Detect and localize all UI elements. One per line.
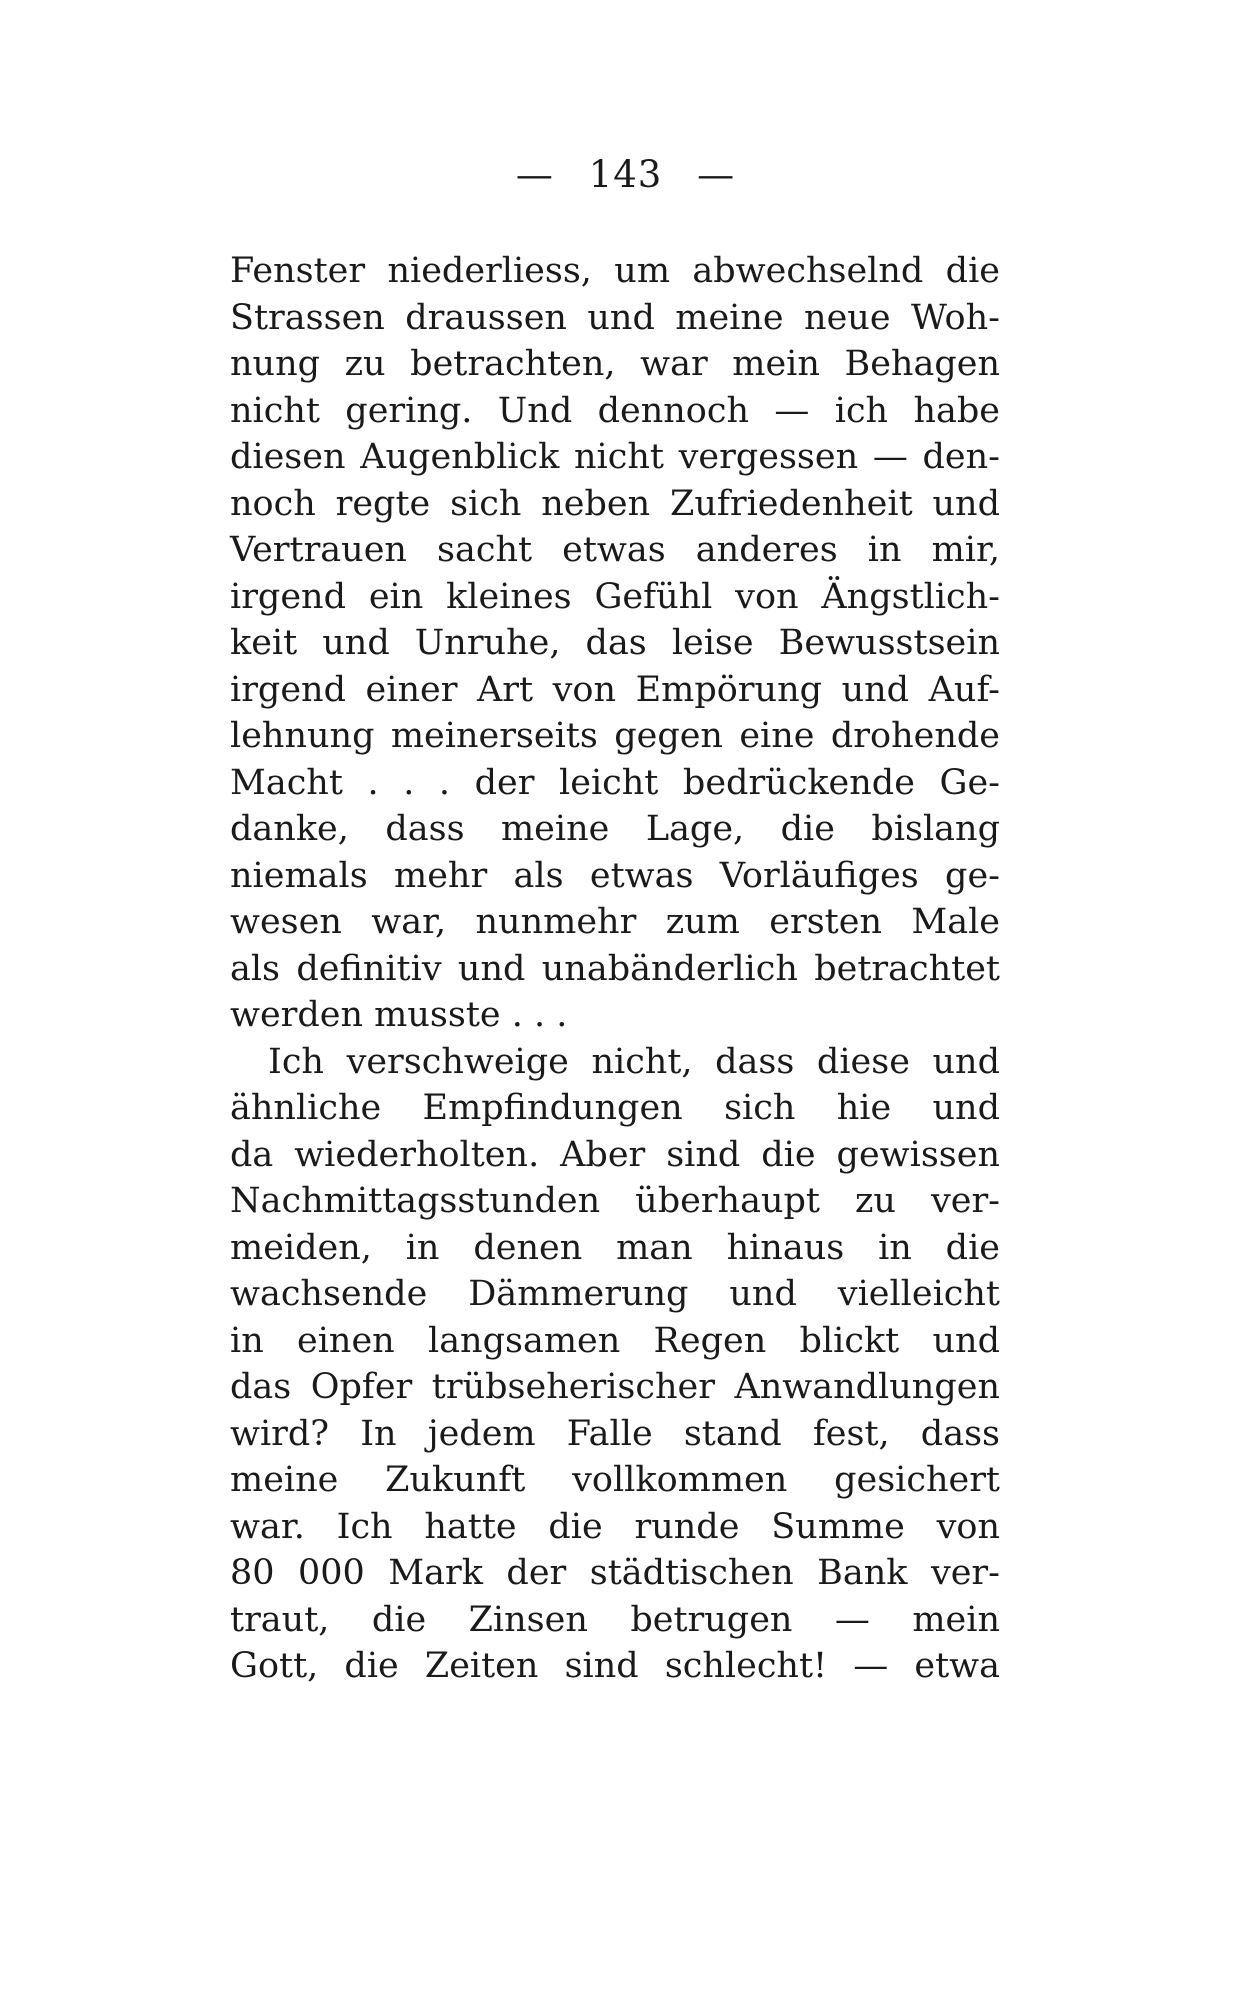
text-line: nicht gering. Und dennoch — ich habe: [230, 390, 1000, 431]
text-line: Strassen draussen und meine neue Woh-: [230, 297, 1000, 338]
text-line: Ich verschweige nicht, dass diese und: [268, 1041, 1000, 1082]
dash-left: —: [515, 153, 554, 196]
page-number: 143: [588, 153, 663, 196]
text-line: werden musste . . .: [230, 995, 568, 1035]
text-line: keit und Unruhe, das leise Bewusstsein: [230, 623, 1000, 663]
page-number-header: [0, 150, 1251, 200]
text-line: lehnung meinerseits gegen eine drohende: [230, 716, 1000, 756]
text-line: wesen war, nunmehr zum ersten Male: [230, 902, 1000, 942]
text-line: wachsende Dämmerung und vielleicht: [230, 1274, 1000, 1314]
text-line: nung zu betrachten, war mein Behagen: [230, 344, 1000, 384]
text-line: meine Zukunft vollkommen gesichert: [230, 1460, 1000, 1500]
text-line: danke, dass meine Lage, die bislang: [230, 809, 1000, 849]
text-line: da wiederholten. Aber sind die gewissen: [230, 1134, 1000, 1175]
body-text: [230, 248, 1000, 1690]
text-line: war. Ich hatte die runde Summe von: [230, 1506, 1000, 1547]
text-line: noch regte sich neben Zufriedenheit und: [230, 483, 1000, 524]
paragraph-1: [230, 248, 1000, 1039]
text-line: Gott, die Zeiten sind schlecht! — etwa: [230, 1646, 1000, 1686]
text-line: in einen langsamen Regen blickt und: [230, 1320, 1000, 1361]
text-line: Vertrauen sacht etwas anderes in mir,: [230, 530, 1000, 570]
text-line: das Opfer trübseherischer Anwandlungen: [230, 1367, 1000, 1407]
text-line: traut, die Zinsen betrugen — mein: [230, 1599, 1000, 1640]
text-line: wird? In jedem Falle stand fest, dass: [230, 1413, 1000, 1454]
text-line: 80 000 Mark der städtischen Bank ver-: [230, 1553, 1000, 1593]
paragraph-2: [230, 1039, 1000, 1690]
text-line: Nachmittagsstunden überhaupt zu ver-: [230, 1181, 1000, 1221]
text-line: niemals mehr als etwas Vorläufiges ge-: [230, 855, 1000, 896]
text-line: Fenster niederliess, um abwechselnd die: [230, 251, 1000, 291]
text-line: als definitiv und unabänderlich betrachtet: [230, 948, 1000, 989]
text-line: ähnliche Empfindungen sich hie und: [230, 1088, 1000, 1128]
dash-right: —: [697, 153, 736, 196]
text-line: meiden, in denen man hinaus in die: [230, 1227, 1000, 1268]
text-line: Macht . . . der leicht bedrückende Ge-: [230, 762, 1000, 803]
text-line: diesen Augenblick nicht vergessen — den-: [230, 437, 1000, 477]
text-line: irgend ein kleines Gefühl von Ängstlich-: [230, 576, 1000, 617]
text-line: irgend einer Art von Empörung und Auf-: [230, 669, 1000, 710]
